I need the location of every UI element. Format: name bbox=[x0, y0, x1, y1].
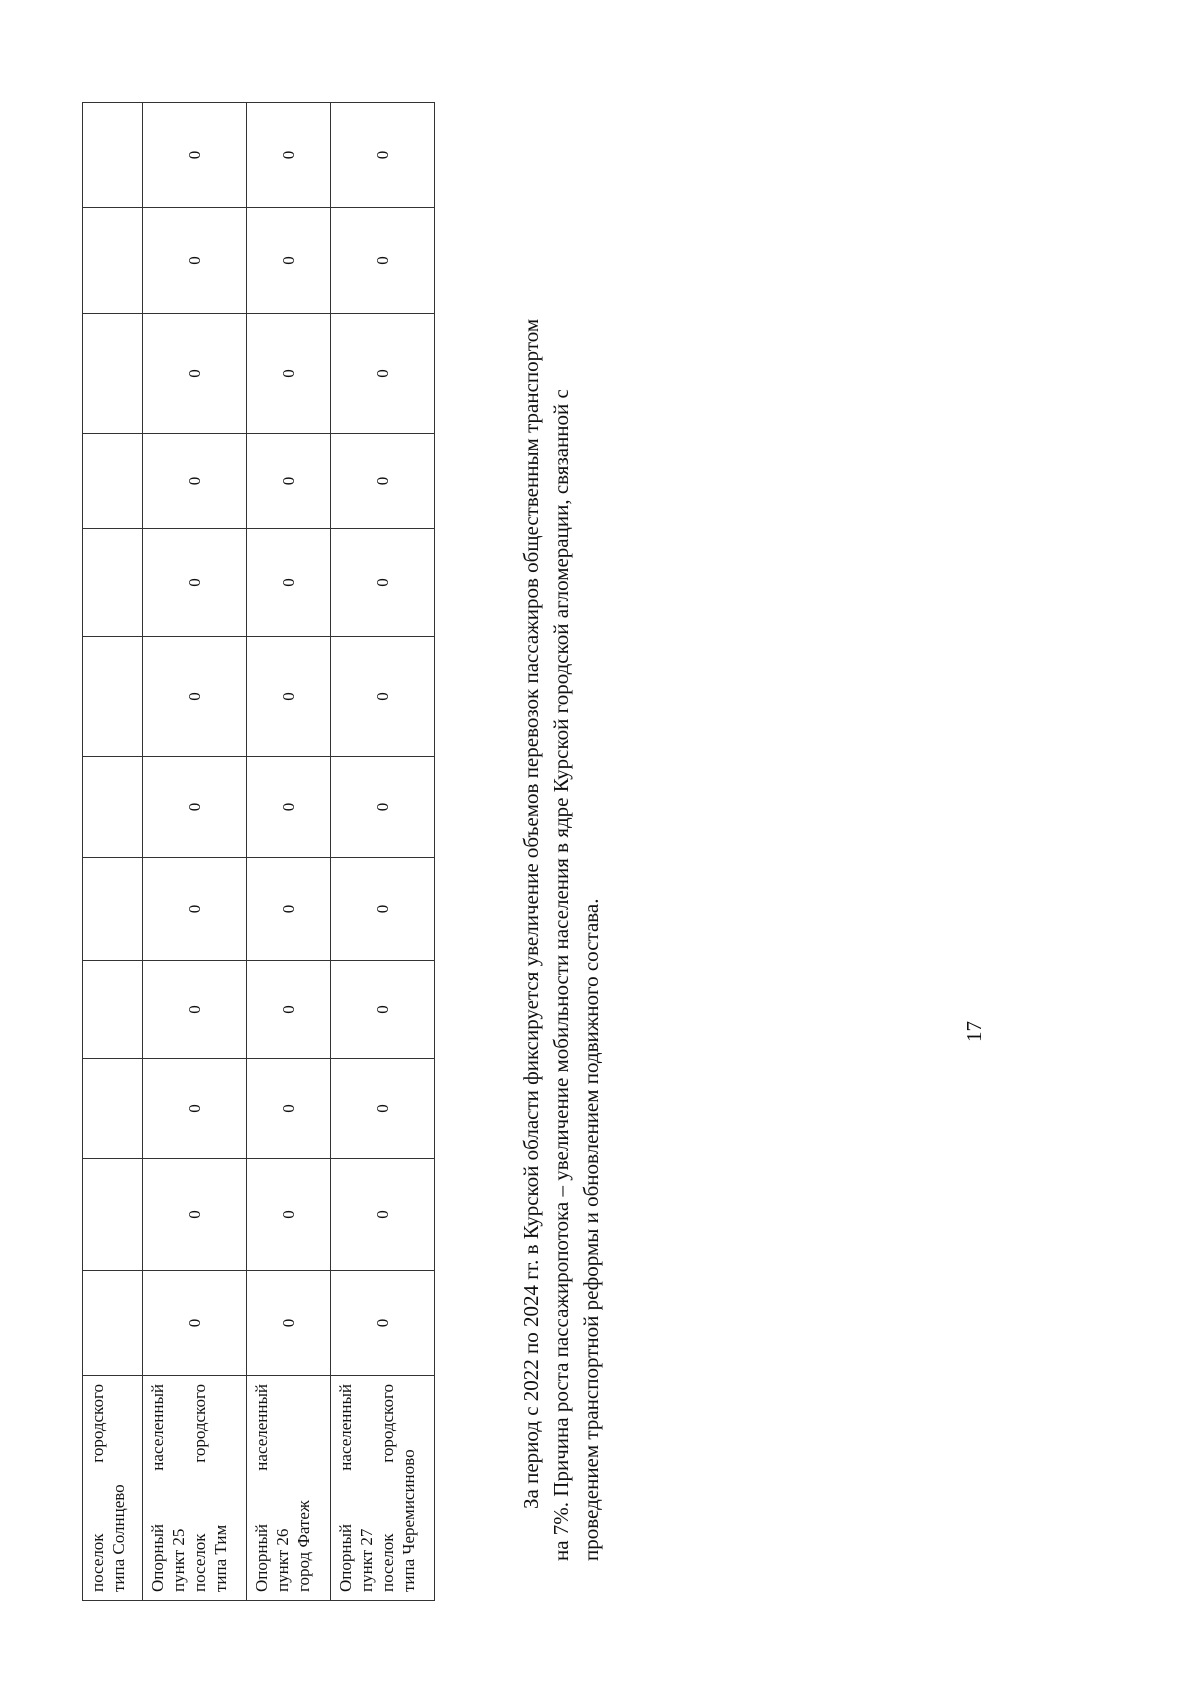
value-cell: 0 bbox=[143, 961, 247, 1059]
row-label-cell bbox=[331, 1376, 435, 1601]
row-label-word: населенный bbox=[148, 1384, 167, 1471]
row-label-line bbox=[251, 1384, 272, 1592]
row-label-cell bbox=[143, 1376, 247, 1601]
value-cell: 0 bbox=[247, 757, 331, 858]
data-table bbox=[82, 102, 435, 1601]
body-paragraph bbox=[516, 81, 606, 1561]
value-cell: 0 bbox=[331, 961, 435, 1059]
row-label-word: населенный bbox=[336, 1384, 355, 1471]
row-label-word: поселок bbox=[88, 1533, 107, 1592]
value-cell: 0 bbox=[331, 637, 435, 757]
row-label-line: типа Тим bbox=[211, 1524, 230, 1592]
value-cell: 0 bbox=[247, 961, 331, 1059]
value-cell: 0 bbox=[331, 1271, 435, 1376]
value-cell bbox=[83, 858, 143, 961]
row-label-line bbox=[189, 1384, 210, 1592]
table-row bbox=[143, 103, 247, 1601]
row-label-line bbox=[147, 1384, 168, 1592]
value-cell: 0 bbox=[143, 637, 247, 757]
row-label-line bbox=[87, 1384, 108, 1592]
row-label-line: город Фатеж bbox=[294, 1500, 313, 1592]
value-cell: 0 bbox=[247, 434, 331, 529]
value-cell: 0 bbox=[143, 103, 247, 208]
value-cell bbox=[83, 1271, 143, 1376]
row-label-line bbox=[377, 1384, 398, 1592]
value-cell bbox=[83, 1159, 143, 1271]
value-cell bbox=[83, 434, 143, 529]
row-label-word: Опорный bbox=[336, 1524, 355, 1592]
value-cell: 0 bbox=[331, 529, 435, 637]
value-cell: 0 bbox=[331, 434, 435, 529]
value-cell bbox=[83, 314, 143, 434]
row-label-word: Опорный bbox=[148, 1524, 167, 1592]
value-cell bbox=[83, 529, 143, 637]
value-cell bbox=[83, 1059, 143, 1159]
value-cell: 0 bbox=[143, 434, 247, 529]
value-cell: 0 bbox=[247, 637, 331, 757]
value-cell: 0 bbox=[143, 1159, 247, 1271]
value-cell: 0 bbox=[331, 757, 435, 858]
value-cell: 0 bbox=[331, 1159, 435, 1271]
table-row bbox=[247, 103, 331, 1601]
value-cell bbox=[83, 961, 143, 1059]
value-cell: 0 bbox=[247, 1271, 331, 1376]
paragraph-line-2: на 7%. Причина роста пассажиропотока – увеличение мобильности населения в ядре Курской городской агломерации, связанной с bbox=[549, 389, 573, 1561]
value-cell bbox=[83, 103, 143, 208]
value-cell: 0 bbox=[143, 1271, 247, 1376]
row-label-line bbox=[335, 1384, 356, 1592]
value-cell: 0 bbox=[143, 757, 247, 858]
paragraph-line-3: проведением транспортной реформы и обновлением подвижного состава. bbox=[579, 898, 603, 1561]
value-cell: 0 bbox=[247, 314, 331, 434]
page-number: 17 bbox=[962, 1021, 986, 1042]
value-cell: 0 bbox=[331, 314, 435, 434]
row-label-line: типа Солнцево bbox=[109, 1484, 128, 1592]
value-cell bbox=[83, 208, 143, 314]
row-label-word: городского bbox=[190, 1384, 209, 1463]
row-label-word: городского bbox=[378, 1384, 397, 1463]
row-label-word: поселок bbox=[378, 1533, 397, 1592]
table-row bbox=[331, 103, 435, 1601]
value-cell: 0 bbox=[247, 208, 331, 314]
value-cell: 0 bbox=[247, 1159, 331, 1271]
value-cell: 0 bbox=[143, 1059, 247, 1159]
value-cell: 0 bbox=[331, 858, 435, 961]
row-label-word: поселок bbox=[190, 1533, 209, 1592]
row-label-word: Опорный bbox=[252, 1524, 271, 1592]
paragraph-line-1: За период с 2022 по 2024 гг. в Курской области фиксируется увеличение объемов перевозок пассажиров общественным транспортом bbox=[519, 318, 543, 1509]
row-label-line: пункт 26 bbox=[273, 1528, 292, 1592]
value-cell: 0 bbox=[143, 208, 247, 314]
row-label-line: пункт 25 bbox=[169, 1528, 188, 1592]
value-cell: 0 bbox=[143, 858, 247, 961]
row-label-word: городского bbox=[88, 1384, 107, 1463]
value-cell: 0 bbox=[143, 529, 247, 637]
value-cell: 0 bbox=[331, 208, 435, 314]
value-cell: 0 bbox=[331, 103, 435, 208]
value-cell bbox=[83, 757, 143, 858]
row-label-line: пункт 27 bbox=[357, 1528, 376, 1592]
row-label-word: населенный bbox=[252, 1384, 271, 1471]
value-cell: 0 bbox=[143, 314, 247, 434]
value-cell: 0 bbox=[331, 1059, 435, 1159]
value-cell: 0 bbox=[247, 103, 331, 208]
value-cell: 0 bbox=[247, 858, 331, 961]
row-label-cell bbox=[247, 1376, 331, 1601]
table-row bbox=[83, 103, 143, 1601]
value-cell: 0 bbox=[247, 1059, 331, 1159]
value-cell bbox=[83, 637, 143, 757]
row-label-cell bbox=[83, 1376, 143, 1601]
value-cell: 0 bbox=[247, 529, 331, 637]
row-label-line: типа Черемисиново bbox=[399, 1449, 418, 1592]
